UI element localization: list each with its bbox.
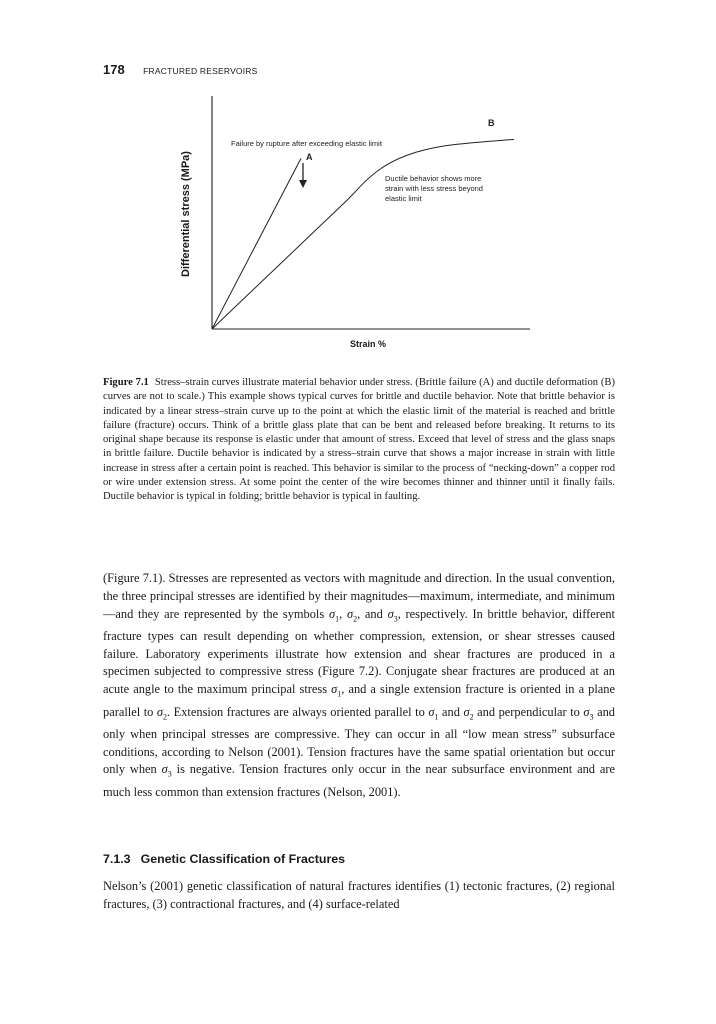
label-a: A	[306, 152, 313, 162]
subscript: 1	[337, 689, 342, 699]
label-b: B	[488, 118, 495, 128]
x-axis-label: Strain %	[350, 339, 387, 349]
sigma-symbol: σ	[428, 704, 435, 719]
stress-strain-figure	[180, 92, 540, 354]
body-paragraph-1	[103, 570, 615, 801]
curve-b-ductile	[212, 139, 514, 329]
subscript: 1	[434, 711, 439, 721]
sigma-symbol: σ	[387, 606, 394, 621]
text-run: and perpendicular to	[473, 704, 584, 719]
body-paragraph-2: Nelson’s (2001) genetic classification of natural fractures identifies (1) tectonic fractures, (2) regional fractures, (3) contractional fractures, and (4) surface-related	[103, 879, 615, 911]
subscript: 2	[469, 711, 474, 721]
page-number: 178	[103, 62, 125, 77]
text-run: is negative. Tension fractures only occur in the near subsurface environment and are much less common than extension fractures (Nelson, 2001).	[103, 762, 616, 799]
section-heading	[103, 852, 345, 866]
caption-text: Stress–strain curves illustrate material behavior under stress. (Brittle failure (A) and ductile deformation (B) curves are not to scale.) This example shows typical curves for brittle and ductile behavior. Note that brittle behavior is indicated by a linear stress–strain curve up to the point at which the elastic limit of the material is reached and brittle failure (fracture) occurs. Think of a brittle glass plate that can be bent and released before breaking. It returns to its original shape because its response is elastic under that amount of stress. Exceed that level of stress and the glass snaps in brittle failure. Ductile behavior is indicated by a stress–strain curve that shows a major increase in strain with little increase in stress after a certain point is reached. This behavior is similar to the process of “necking-down” a copper rod or wire under extension stress. At some point the center of the wire becomes thinner and thinner until it finally fails. Ductile behavior is typical in folding; brittle behavior is typical in faulting.	[103, 377, 615, 503]
annotation-ductile	[385, 174, 485, 203]
annotation-ductile-line: elastic limit	[385, 194, 422, 203]
running-head: FRACTURED RESERVOIRS	[143, 66, 258, 76]
annotation-ductile-line: Ductile behavior shows more	[385, 174, 482, 183]
subscript: 3	[167, 769, 172, 779]
sigma-symbol: σ	[346, 606, 354, 621]
sigma-symbol: σ	[156, 704, 164, 719]
annotation-rupture: Failure by rupture after exceeding elastic limit	[231, 139, 382, 148]
text-run: and only when principal stresses are compressive. They can occur in all “low mean stress” subsurface conditions, according to Nelson (2001). Tension fractures have the same spatial orientation but occur only when	[103, 704, 615, 777]
text-run: (Figure 7.1). Stresses are represented as vectors with magnitude and direction. In the usual convention, the three principal stresses are identified by their magnitudes—maximum, intermediate, and minimum—and they are represented by the symbols	[103, 571, 615, 621]
annotation-ductile-line: strain with less stress beyond	[385, 184, 483, 193]
sigma-symbol: σ	[583, 704, 590, 719]
subscript: 3	[393, 614, 398, 624]
sigma-symbol: σ	[463, 704, 470, 719]
subscript: 3	[589, 711, 594, 721]
sigma-symbol: σ	[331, 682, 338, 697]
text-run: and	[438, 704, 464, 719]
y-axis-label: Differential stress (MPa)	[180, 151, 192, 277]
sigma-symbol: σ	[161, 762, 168, 777]
sigma-symbol: σ	[328, 606, 336, 621]
subscript: 2	[163, 711, 168, 721]
text-run: , and a single extension fracture is oriented in a plane parallel to	[103, 682, 615, 719]
text-run: , respectively. In brittle behavior, different fracture types can result depending on whether compression, extension, or shear stresses caused failure. Laboratory experiments illustrate how extension and shear fractures are produced in a specimen subjected to compressive stress (Figure 7.2). Conjugate shear fractures are produced at an acute angle to the maximum principal stress	[103, 606, 615, 697]
figure-caption	[103, 376, 615, 505]
page-header	[103, 61, 258, 79]
figure-label: Figure 7.1	[103, 377, 149, 388]
subscript: 1	[335, 614, 340, 624]
section-number: 7.1.3	[103, 852, 131, 866]
arrow-head-icon	[299, 180, 307, 188]
subscript: 2	[353, 614, 358, 624]
text-run: . Extension fractures are always oriented parallel to	[167, 704, 429, 719]
curve-a-brittle	[212, 158, 301, 329]
section-title: Genetic Classification of Fractures	[140, 852, 346, 866]
text-run: ,	[339, 606, 347, 621]
text-run: , and	[357, 606, 388, 621]
